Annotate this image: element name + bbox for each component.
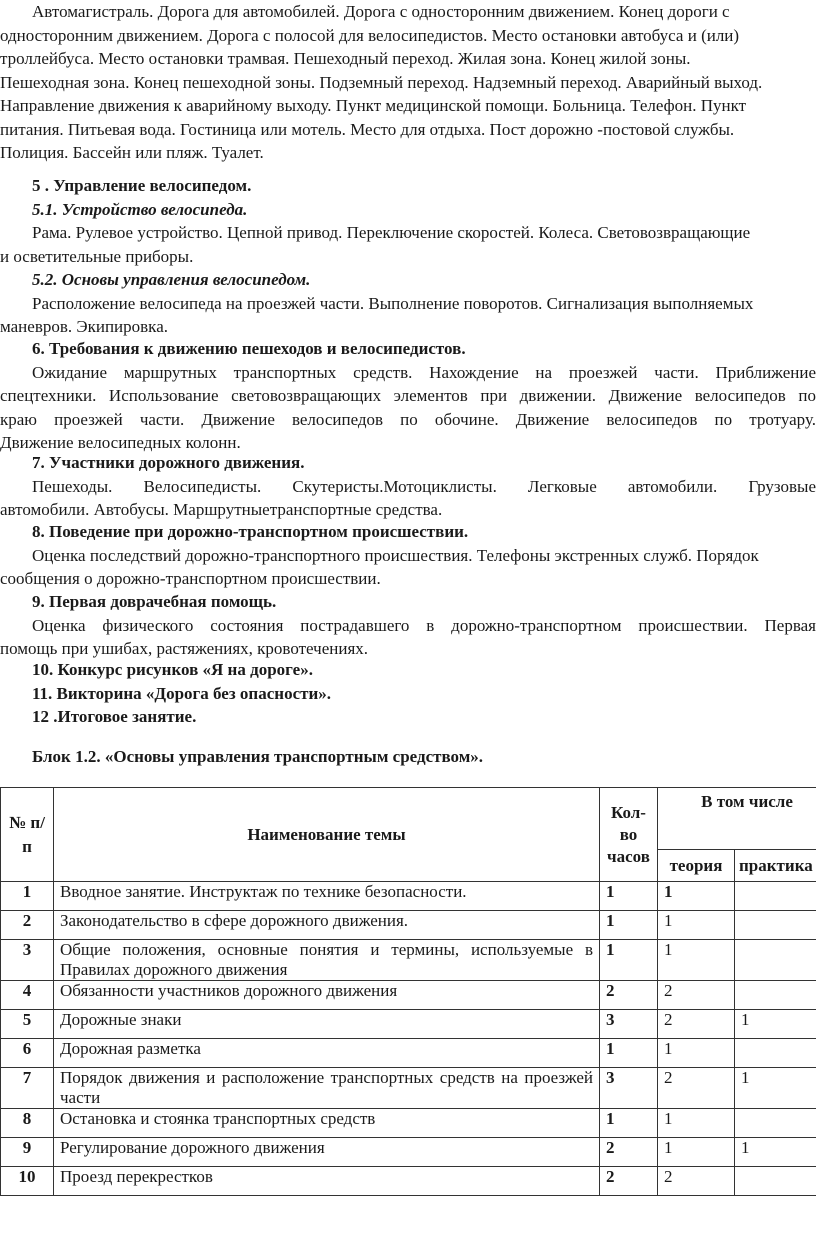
table-row — [1, 940, 816, 981]
road-signs-paragraph — [0, 0, 816, 165]
col-header-topic: Наименование темы — [54, 788, 600, 882]
block-title — [0, 745, 816, 769]
cell-practice: 1 — [735, 1138, 816, 1167]
text-line: Пешеходы. Велосипедисты. Скутеристы.Мотоциклисты. Легковые автомобили. Грузовые — [32, 476, 816, 496]
table-row — [1, 911, 816, 940]
table-row — [1, 1039, 816, 1068]
section-7 — [0, 451, 816, 522]
table-row — [1, 981, 816, 1010]
text-line: Полиция. Бассейн или пляж. Туалет. — [0, 143, 264, 162]
cell-practice — [735, 1039, 816, 1068]
cell-theory: 1 — [658, 940, 735, 981]
block-heading: Блок 1.2. «Основы управления транспортным средством». — [32, 747, 484, 766]
cell-topic: Вводное занятие. Инструктаж по технике безопасности. — [54, 882, 600, 911]
section-5 — [0, 174, 816, 339]
cell-hours: 1 — [600, 911, 658, 940]
col-header-hours: Кол-во часов — [600, 788, 658, 882]
col-header-including: В том числе — [658, 788, 816, 850]
text-line: сообщения о дорожно-транспортном происшествии. — [0, 569, 381, 588]
section-heading: 9. Первая доврачебная помощь. — [32, 592, 277, 611]
cell-theory: 1 — [658, 1039, 735, 1068]
section-heading: 7. Участники дорожного движения. — [32, 453, 305, 472]
cell-hours: 2 — [600, 981, 658, 1010]
cell-topic: Обязанности участников дорожного движения — [54, 981, 600, 1010]
cell-theory: 1 — [658, 911, 735, 940]
table-row — [1, 882, 816, 911]
col-header-number: № п/п — [1, 788, 54, 882]
text-line: Ожидание маршрутных транспортных средств. Нахождение на проезжей части. Приближение — [32, 362, 816, 382]
cell-hours: 3 — [600, 1068, 658, 1109]
cell-theory: 2 — [658, 1068, 735, 1109]
table-row — [1, 1068, 816, 1109]
cell-number: 6 — [1, 1039, 54, 1068]
cell-practice: 1 — [735, 1068, 816, 1109]
cell-practice — [735, 1167, 816, 1196]
col-header-practice: практика — [735, 850, 816, 882]
section-heading: 11. Викторина «Дорога без опасности». — [32, 683, 332, 703]
table-row — [1, 1109, 816, 1138]
cell-topic: Проезд перекрестков — [54, 1167, 600, 1196]
text-line: маневров. Экипировка. — [0, 317, 168, 336]
cell-topic: Регулирование дорожного движения — [54, 1138, 600, 1167]
cell-topic: Общие положения, основные понятия и термины, используемые в Правилах дорожного движения — [54, 940, 600, 981]
subsection-heading: 5.1. Устройство велосипеда. — [32, 199, 248, 219]
cell-theory: 1 — [658, 1138, 735, 1167]
cell-topic: Остановка и стоянка транспортных средств — [54, 1109, 600, 1138]
section-9 — [0, 590, 816, 661]
cell-number: 1 — [1, 882, 54, 911]
text-line: Автомагистраль. Дорога для автомобилей. Дорога с односторонним движением. Конец дороги с — [32, 2, 730, 21]
cell-number: 9 — [1, 1138, 54, 1167]
subsection-heading: 5.2. Основы управления велосипедом. — [32, 270, 311, 289]
cell-hours: 2 — [600, 1138, 658, 1167]
section-8 — [0, 520, 816, 591]
text-line: краю проезжей части. Движение велосипедов по обочине. Движение велосипедов по тротуару. — [0, 409, 816, 429]
text-line: Движение велосипедных колонн. — [0, 433, 241, 452]
cell-practice — [735, 882, 816, 911]
cell-number: 4 — [1, 981, 54, 1010]
cell-practice — [735, 981, 816, 1010]
cell-topic: Дорожные знаки — [54, 1010, 600, 1039]
cell-practice — [735, 940, 816, 981]
col-header-theory: теория — [658, 850, 735, 882]
text-line: автомобили. Автобусы. Маршрутныетранспортные средства. — [0, 500, 443, 519]
cell-hours: 1 — [600, 1039, 658, 1068]
text-line: Рама. Рулевое устройство. Цепной привод. Переключение скоростей. Колеса. Световозвращающие — [32, 223, 751, 242]
text-line: Оценка последствий дорожно-транспортного происшествия. Телефоны экстренных служб. Порядок — [32, 545, 759, 565]
cell-hours: 2 — [600, 1167, 658, 1196]
cell-number: 8 — [1, 1109, 54, 1138]
text-line: спецтехники. Использование световозвращающих элементов при движении. Движение велосипедов по — [0, 386, 816, 405]
section-heading: 8. Поведение при дорожно-транспортном происшествии. — [32, 522, 469, 541]
cell-theory: 2 — [658, 981, 735, 1010]
section-6 — [0, 337, 816, 455]
cell-practice — [735, 1109, 816, 1138]
section-heading: 10. Конкурс рисунков «Я на дороге». — [32, 660, 313, 679]
cell-number: 5 — [1, 1010, 54, 1039]
cell-number: 3 — [1, 940, 54, 981]
cell-topic: Порядок движения и расположение транспортных средств на проезжей части — [54, 1068, 600, 1109]
text-line: троллейбуса. Место остановки трамвая. Пешеходный переход. Жилая зона. Конец жилой зоны. — [0, 49, 691, 68]
section-heading: 6. Требования к движению пешеходов и велосипедистов. — [32, 339, 466, 358]
cell-theory: 2 — [658, 1167, 735, 1196]
cell-practice: 1 — [735, 1010, 816, 1039]
cell-number: 2 — [1, 911, 54, 940]
table-header-row — [1, 788, 816, 850]
cell-theory: 1 — [658, 1109, 735, 1138]
text-line: односторонним движением. Дорога с полосой для велосипедистов. Место остановки автобуса и (или) — [0, 25, 740, 45]
text-line: и осветительные приборы. — [0, 246, 194, 266]
table-row — [1, 1138, 816, 1167]
section-heading: 5 . Управление велосипедом. — [32, 176, 252, 195]
cell-hours: 3 — [600, 1010, 658, 1039]
text-line: Пешеходная зона. Конец пешеходной зоны. Подземный переход. Надземный переход. Аварийный выход. — [0, 72, 763, 92]
cell-hours: 1 — [600, 882, 658, 911]
cell-topic: Законодательство в сфере дорожного движения. — [54, 911, 600, 940]
table-row — [1, 1167, 816, 1196]
cell-theory: 1 — [658, 882, 735, 911]
text-line: Направление движения к аварийному выходу. Пункт медицинской помощи. Больница. Телефон. Пункт — [0, 96, 747, 115]
text-line: питания. Питьевая вода. Гостиница или мотель. Место для отдыха. Пост дорожно -постовой службы. — [0, 119, 735, 139]
cell-practice — [735, 911, 816, 940]
thematic-plan-table — [0, 787, 816, 1196]
text-line: помощь при ушибах, растяжениях, кровотечениях. — [0, 639, 369, 658]
table-row — [1, 1010, 816, 1039]
cell-hours: 1 — [600, 1109, 658, 1138]
cell-topic: Дорожная разметка — [54, 1039, 600, 1068]
text-line: Расположение велосипеда на проезжей части. Выполнение поворотов. Сигнализация выполняемых — [32, 293, 754, 313]
sections-10-12 — [0, 658, 816, 729]
section-heading: 12 .Итоговое занятие. — [32, 707, 197, 726]
cell-number: 10 — [1, 1167, 54, 1196]
cell-theory: 2 — [658, 1010, 735, 1039]
cell-hours: 1 — [600, 940, 658, 981]
text-line: Оценка физического состояния пострадавшего в дорожно-транспортном происшествии. Первая — [32, 615, 816, 635]
cell-number: 7 — [1, 1068, 54, 1109]
